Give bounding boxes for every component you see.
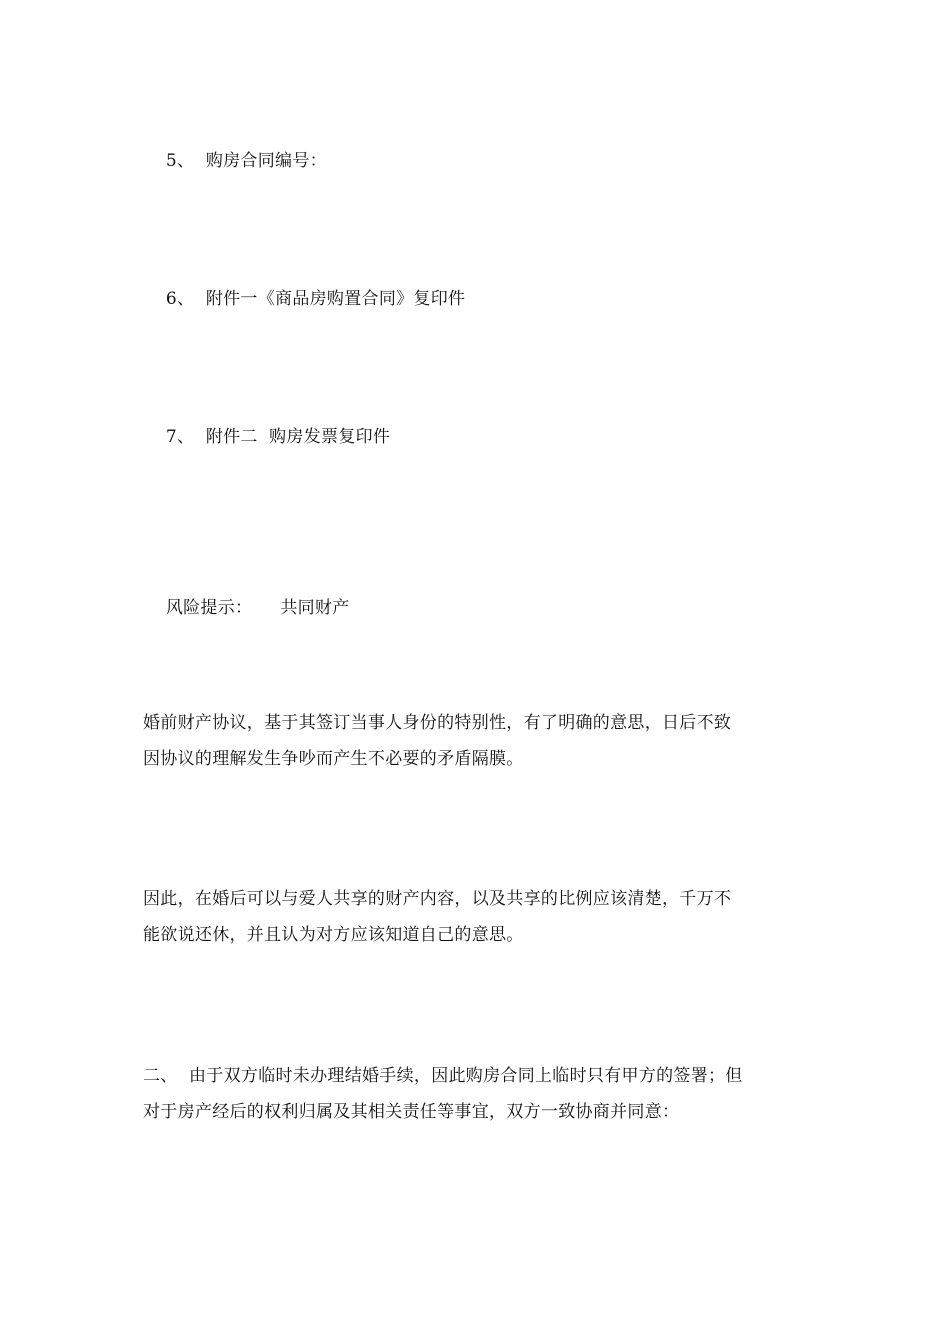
paragraph-prenup-agreement: [143, 705, 813, 777]
paragraph-line: 婚前财产协议，基于其签订当事人身份的特别性，有了明确的意思，日后不致: [143, 713, 732, 733]
risk-notice: [143, 572, 350, 644]
risk-value: 共同财产: [280, 598, 350, 618]
item-attachment-two: [143, 401, 390, 473]
paragraph-line: 对于房产经后的权利归属及其相关责任等事宜，双方一致协商并同意：: [143, 1102, 680, 1122]
paragraph-shared-property: [143, 881, 813, 953]
item-text: 附件一《商品房购置合同》复印件: [205, 289, 466, 309]
paragraph-line: 二、 由于双方临时未办理结婚手续，因此购房合同上临时只有甲方的签署；但: [143, 1066, 743, 1086]
item-attachment-one: [143, 263, 465, 335]
risk-label: 风险提示：: [165, 598, 253, 618]
paragraph-clause-two: [143, 1058, 813, 1130]
paragraph-line: 因此，在婚后可以与爱人共享的财产内容，以及共享的比例应该清楚，千万不: [143, 889, 732, 909]
item-number: 5、: [165, 151, 195, 171]
paragraph-line: 能欲说还休，并且认为对方应该知道自己的意思。: [143, 925, 524, 945]
item-text: 购房合同编号：: [205, 151, 327, 171]
item-contract-number: [143, 125, 327, 197]
item-number: 6、: [165, 289, 195, 309]
item-number: 7、: [165, 427, 195, 447]
paragraph-line: 因协议的理解发生争吵而产生不必要的矛盾隔膜。: [143, 749, 524, 769]
item-text: 附件二 购房发票复印件: [205, 427, 391, 447]
